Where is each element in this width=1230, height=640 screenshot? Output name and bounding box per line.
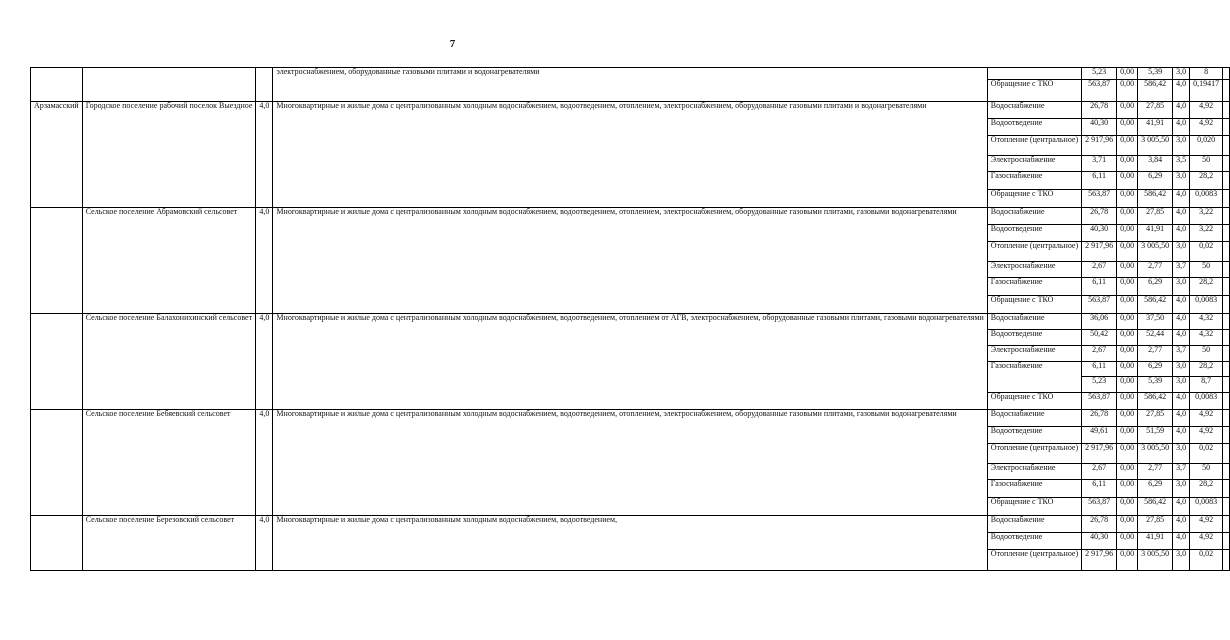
tariff-new-cell: 6,29 [1138, 362, 1173, 377]
description-cell: Многоквартирные и жилые дома с централизованным холодным водоснабжением, водоотведением, отоплением, электроснабжением, оборудованные газовыми плитами, газовыми водонагревателями [273, 208, 987, 314]
service-cell: Обращение с ТКО [987, 393, 1081, 410]
volume-cell: 50 [1190, 464, 1223, 480]
region-cell [31, 68, 83, 102]
volume-cell: 8 [1190, 68, 1223, 80]
percent-cell: 3,0 [1173, 550, 1190, 571]
volume-cell: 4,92 [1190, 119, 1223, 136]
table-row [31, 208, 1230, 225]
percent-cell: 4,0 [1173, 410, 1190, 427]
percent-cell: 4,0 [1173, 190, 1190, 208]
service-cell: Водоснабжение [987, 314, 1081, 330]
service-cell: Водоотведение [987, 533, 1081, 550]
increase-cell: 0,00 [1117, 136, 1138, 156]
increase-cell: 0,00 [1117, 516, 1138, 533]
percent-cell: 4,0 [1173, 314, 1190, 330]
tariff-cell: 36,06 [1082, 314, 1117, 330]
service-cell: Обращение с ТКО [987, 80, 1081, 102]
tariff-cell: 563,87 [1082, 190, 1117, 208]
tariff-cell: 2,67 [1082, 262, 1117, 278]
tariff-new-cell: 6,29 [1138, 480, 1173, 498]
tariff-new-cell: 586,42 [1138, 80, 1173, 102]
service-cell: Обращение с ТКО [987, 190, 1081, 208]
service-cell: Газоснабжение [987, 172, 1081, 190]
volume-cell: 0,19417 [1190, 80, 1223, 102]
tariff-new-cell: 2,77 [1138, 346, 1173, 362]
empty-cell [1223, 119, 1230, 136]
increase-cell: 0,00 [1117, 362, 1138, 377]
service-cell: Отопление (центральное) [987, 242, 1081, 262]
norm-cell: 4,0 [256, 102, 273, 208]
service-cell: Водоотведение [987, 330, 1081, 346]
empty-cell [1223, 314, 1230, 330]
tariff-cell: 2 917,96 [1082, 136, 1117, 156]
service-cell: Водоснабжение [987, 410, 1081, 427]
service-cell: Водоснабжение [987, 208, 1081, 225]
empty-cell [1223, 330, 1230, 346]
tariff-new-cell: 2,77 [1138, 464, 1173, 480]
description-cell: Многоквартирные и жилые дома с централизованным холодным водоснабжением, водоотведением, [273, 516, 987, 571]
percent-cell: 4,0 [1173, 80, 1190, 102]
empty-cell [1223, 102, 1230, 119]
tariff-cell: 2 917,96 [1082, 550, 1117, 571]
increase-cell: 0,00 [1117, 190, 1138, 208]
tariff-new-cell: 3,84 [1138, 156, 1173, 172]
tariff-cell: 26,78 [1082, 208, 1117, 225]
tariff-cell: 26,78 [1082, 410, 1117, 427]
service-cell: Водоотведение [987, 119, 1081, 136]
percent-cell: 3,0 [1173, 278, 1190, 296]
empty-cell [1223, 242, 1230, 262]
volume-cell: 0,0083 [1190, 498, 1223, 516]
tariff-new-cell: 27,85 [1138, 102, 1173, 119]
empty-cell [1223, 346, 1230, 362]
tariff-new-cell: 27,85 [1138, 410, 1173, 427]
norm-cell: 4,0 [256, 314, 273, 410]
service-cell: Газоснабжение [987, 362, 1081, 393]
percent-cell: 3,7 [1173, 262, 1190, 278]
increase-cell: 0,00 [1117, 262, 1138, 278]
tariff-cell: 49,61 [1082, 427, 1117, 444]
increase-cell: 0,00 [1117, 393, 1138, 410]
tariff-new-cell: 6,29 [1138, 278, 1173, 296]
tariff-new-cell: 3 005,50 [1138, 550, 1173, 571]
table-row [31, 516, 1230, 533]
increase-cell: 0,00 [1117, 172, 1138, 190]
empty-cell [1223, 68, 1230, 80]
empty-cell [1223, 480, 1230, 498]
tariff-cell: 2 917,96 [1082, 242, 1117, 262]
increase-cell: 0,00 [1117, 410, 1138, 427]
tariff-new-cell: 52,44 [1138, 330, 1173, 346]
empty-cell [1223, 498, 1230, 516]
tariff-cell: 2,67 [1082, 464, 1117, 480]
table-row [31, 410, 1230, 427]
region-cell [31, 516, 83, 571]
norm-cell [256, 68, 273, 102]
volume-cell: 4,92 [1190, 427, 1223, 444]
service-cell: Обращение с ТКО [987, 498, 1081, 516]
empty-cell [1223, 444, 1230, 464]
empty-cell [1223, 362, 1230, 377]
service-cell: Отопление (центральное) [987, 550, 1081, 571]
increase-cell: 0,00 [1117, 498, 1138, 516]
volume-cell: 0,0083 [1190, 393, 1223, 410]
percent-cell: 4,0 [1173, 225, 1190, 242]
percent-cell: 3,7 [1173, 346, 1190, 362]
percent-cell: 3,0 [1173, 377, 1190, 393]
tariff-cell: 6,11 [1082, 480, 1117, 498]
norm-cell: 4,0 [256, 516, 273, 571]
empty-cell [1223, 464, 1230, 480]
increase-cell: 0,00 [1117, 346, 1138, 362]
tariff-cell: 40,30 [1082, 225, 1117, 242]
tariff-new-cell: 37,50 [1138, 314, 1173, 330]
tariff-cell: 2 917,96 [1082, 444, 1117, 464]
settlement-cell: Сельское поселение Балахонихинский сельсовет [82, 314, 256, 410]
region-cell: Арзамасский [31, 102, 83, 208]
table-row [31, 102, 1230, 119]
tariff-cell: 563,87 [1082, 393, 1117, 410]
table-row [31, 68, 1230, 80]
service-cell: Электроснабжение [987, 156, 1081, 172]
tariff-new-cell: 5,39 [1138, 68, 1173, 80]
increase-cell: 0,00 [1117, 464, 1138, 480]
increase-cell: 0,00 [1117, 377, 1138, 393]
tariff-new-cell: 586,42 [1138, 296, 1173, 314]
settlement-cell [82, 68, 256, 102]
volume-cell: 28,2 [1190, 480, 1223, 498]
tariff-new-cell: 27,85 [1138, 516, 1173, 533]
percent-cell: 3,0 [1173, 242, 1190, 262]
empty-cell [1223, 80, 1230, 102]
increase-cell: 0,00 [1117, 427, 1138, 444]
volume-cell: 0,02 [1190, 444, 1223, 464]
tariff-new-cell: 586,42 [1138, 190, 1173, 208]
volume-cell: 3,22 [1190, 225, 1223, 242]
region-cell [31, 208, 83, 314]
description-cell: Многоквартирные и жилые дома с централизованным холодным водоснабжением, водоотведением, отоплением от АГВ, электроснабжением, оборудованные газовыми плитами, газовыми водонагревателями [273, 314, 987, 410]
service-cell: Электроснабжение [987, 464, 1081, 480]
increase-cell: 0,00 [1117, 119, 1138, 136]
tariff-new-cell: 27,85 [1138, 208, 1173, 225]
service-cell: Отопление (центральное) [987, 444, 1081, 464]
percent-cell: 3,0 [1173, 444, 1190, 464]
empty-cell [1223, 516, 1230, 533]
description-cell: электроснабжением, оборудованные газовыми плитами и водонагревателями [273, 68, 987, 102]
empty-cell [1223, 550, 1230, 571]
increase-cell: 0,00 [1117, 242, 1138, 262]
tariff-new-cell: 41,91 [1138, 119, 1173, 136]
service-cell [987, 68, 1081, 80]
percent-cell: 4,0 [1173, 330, 1190, 346]
percent-cell: 4,0 [1173, 498, 1190, 516]
tariff-new-cell: 41,91 [1138, 533, 1173, 550]
volume-cell: 4,32 [1190, 314, 1223, 330]
increase-cell: 0,00 [1117, 278, 1138, 296]
empty-cell [1223, 377, 1230, 393]
increase-cell: 0,00 [1117, 550, 1138, 571]
volume-cell: 28,2 [1190, 172, 1223, 190]
settlement-cell: Сельское поселение Бебяевский сельсовет [82, 410, 256, 516]
volume-cell: 50 [1190, 156, 1223, 172]
region-cell [31, 410, 83, 516]
service-cell: Электроснабжение [987, 346, 1081, 362]
tariff-new-cell: 586,42 [1138, 393, 1173, 410]
percent-cell: 4,0 [1173, 516, 1190, 533]
percent-cell: 4,0 [1173, 296, 1190, 314]
page-number: 7 [449, 38, 456, 50]
description-cell: Многоквартирные и жилые дома с централизованным холодным водоснабжением, водоотведением, отоплением, электроснабжением, оборудованные газовыми плитами, газовыми водонагревателями [273, 410, 987, 516]
increase-cell: 0,00 [1117, 208, 1138, 225]
tariff-cell: 40,30 [1082, 119, 1117, 136]
region-cell [31, 314, 83, 410]
service-cell: Водоотведение [987, 225, 1081, 242]
tariff-cell: 26,78 [1082, 102, 1117, 119]
empty-cell [1223, 410, 1230, 427]
volume-cell: 4,92 [1190, 410, 1223, 427]
increase-cell: 0,00 [1117, 225, 1138, 242]
empty-cell [1223, 156, 1230, 172]
tariff-cell: 6,11 [1082, 362, 1117, 377]
tariff-new-cell: 51,59 [1138, 427, 1173, 444]
service-cell: Водоснабжение [987, 102, 1081, 119]
volume-cell: 4,92 [1190, 533, 1223, 550]
percent-cell: 3,0 [1173, 172, 1190, 190]
volume-cell: 0,020 [1190, 136, 1223, 156]
norm-cell: 4,0 [256, 410, 273, 516]
tariff-cell: 563,87 [1082, 296, 1117, 314]
table-row [31, 314, 1230, 330]
description-cell: Многоквартирные и жилые дома с централизованным холодным водоснабжением, водоотведением, отоплением, электроснабжением, оборудованные газовыми плитами и водонагревателями [273, 102, 987, 208]
tariff-new-cell: 5,39 [1138, 377, 1173, 393]
tariff-new-cell: 3 005,50 [1138, 242, 1173, 262]
empty-cell [1223, 190, 1230, 208]
service-cell: Водоснабжение [987, 516, 1081, 533]
percent-cell: 3,0 [1173, 68, 1190, 80]
tariff-cell: 3,71 [1082, 156, 1117, 172]
tariff-cell: 50,42 [1082, 330, 1117, 346]
empty-cell [1223, 278, 1230, 296]
service-cell: Газоснабжение [987, 480, 1081, 498]
percent-cell: 4,0 [1173, 427, 1190, 444]
volume-cell: 8,7 [1190, 377, 1223, 393]
empty-cell [1223, 393, 1230, 410]
tariff-new-cell: 2,77 [1138, 262, 1173, 278]
increase-cell: 0,00 [1117, 80, 1138, 102]
service-cell: Газоснабжение [987, 278, 1081, 296]
empty-cell [1223, 208, 1230, 225]
empty-cell [1223, 225, 1230, 242]
volume-cell: 0,0083 [1190, 296, 1223, 314]
tariff-new-cell: 3 005,50 [1138, 444, 1173, 464]
percent-cell: 3,0 [1173, 362, 1190, 377]
increase-cell: 0,00 [1117, 156, 1138, 172]
empty-cell [1223, 427, 1230, 444]
increase-cell: 0,00 [1117, 314, 1138, 330]
settlement-cell: Сельское поселение Березовский сельсовет [82, 516, 256, 571]
service-cell: Электроснабжение [987, 262, 1081, 278]
increase-cell: 0,00 [1117, 102, 1138, 119]
increase-cell: 0,00 [1117, 444, 1138, 464]
tariff-new-cell: 41,91 [1138, 225, 1173, 242]
volume-cell: 50 [1190, 346, 1223, 362]
increase-cell: 0,00 [1117, 68, 1138, 80]
empty-cell [1223, 533, 1230, 550]
percent-cell: 4,0 [1173, 102, 1190, 119]
increase-cell: 0,00 [1117, 296, 1138, 314]
tariff-cell: 5,23 [1082, 68, 1117, 80]
percent-cell: 4,0 [1173, 393, 1190, 410]
tariff-cell: 6,11 [1082, 278, 1117, 296]
volume-cell: 0,0083 [1190, 190, 1223, 208]
tariff-new-cell: 3 005,50 [1138, 136, 1173, 156]
volume-cell: 0,02 [1190, 550, 1223, 571]
tariff-cell: 26,78 [1082, 516, 1117, 533]
service-cell: Отопление (центральное) [987, 136, 1081, 156]
settlement-cell: Городское поселение рабочий поселок Выездное [82, 102, 256, 208]
volume-cell: 3,22 [1190, 208, 1223, 225]
tariff-new-cell: 586,42 [1138, 498, 1173, 516]
increase-cell: 0,00 [1117, 533, 1138, 550]
tariff-new-cell: 6,29 [1138, 172, 1173, 190]
tariff-table [30, 67, 1230, 571]
empty-cell [1223, 262, 1230, 278]
service-cell: Водоотведение [987, 427, 1081, 444]
volume-cell: 28,2 [1190, 362, 1223, 377]
volume-cell: 4,92 [1190, 102, 1223, 119]
percent-cell: 3,0 [1173, 480, 1190, 498]
percent-cell: 4,0 [1173, 208, 1190, 225]
percent-cell: 4,0 [1173, 119, 1190, 136]
service-cell: Обращение с ТКО [987, 296, 1081, 314]
percent-cell: 3,0 [1173, 136, 1190, 156]
percent-cell: 3,7 [1173, 464, 1190, 480]
percent-cell: 3,5 [1173, 156, 1190, 172]
norm-cell: 4,0 [256, 208, 273, 314]
tariff-cell: 6,11 [1082, 172, 1117, 190]
tariff-cell: 5,23 [1082, 377, 1117, 393]
tariff-cell: 563,87 [1082, 80, 1117, 102]
tariff-cell: 2,67 [1082, 346, 1117, 362]
empty-cell [1223, 136, 1230, 156]
volume-cell: 28,2 [1190, 278, 1223, 296]
volume-cell: 0,02 [1190, 242, 1223, 262]
empty-cell [1223, 172, 1230, 190]
volume-cell: 4,92 [1190, 516, 1223, 533]
increase-cell: 0,00 [1117, 480, 1138, 498]
increase-cell: 0,00 [1117, 330, 1138, 346]
tariff-cell: 563,87 [1082, 498, 1117, 516]
tariff-cell: 40,30 [1082, 533, 1117, 550]
volume-cell: 4,32 [1190, 330, 1223, 346]
empty-cell [1223, 296, 1230, 314]
volume-cell: 50 [1190, 262, 1223, 278]
settlement-cell: Сельское поселение Абрамовский сельсовет [82, 208, 256, 314]
percent-cell: 4,0 [1173, 533, 1190, 550]
